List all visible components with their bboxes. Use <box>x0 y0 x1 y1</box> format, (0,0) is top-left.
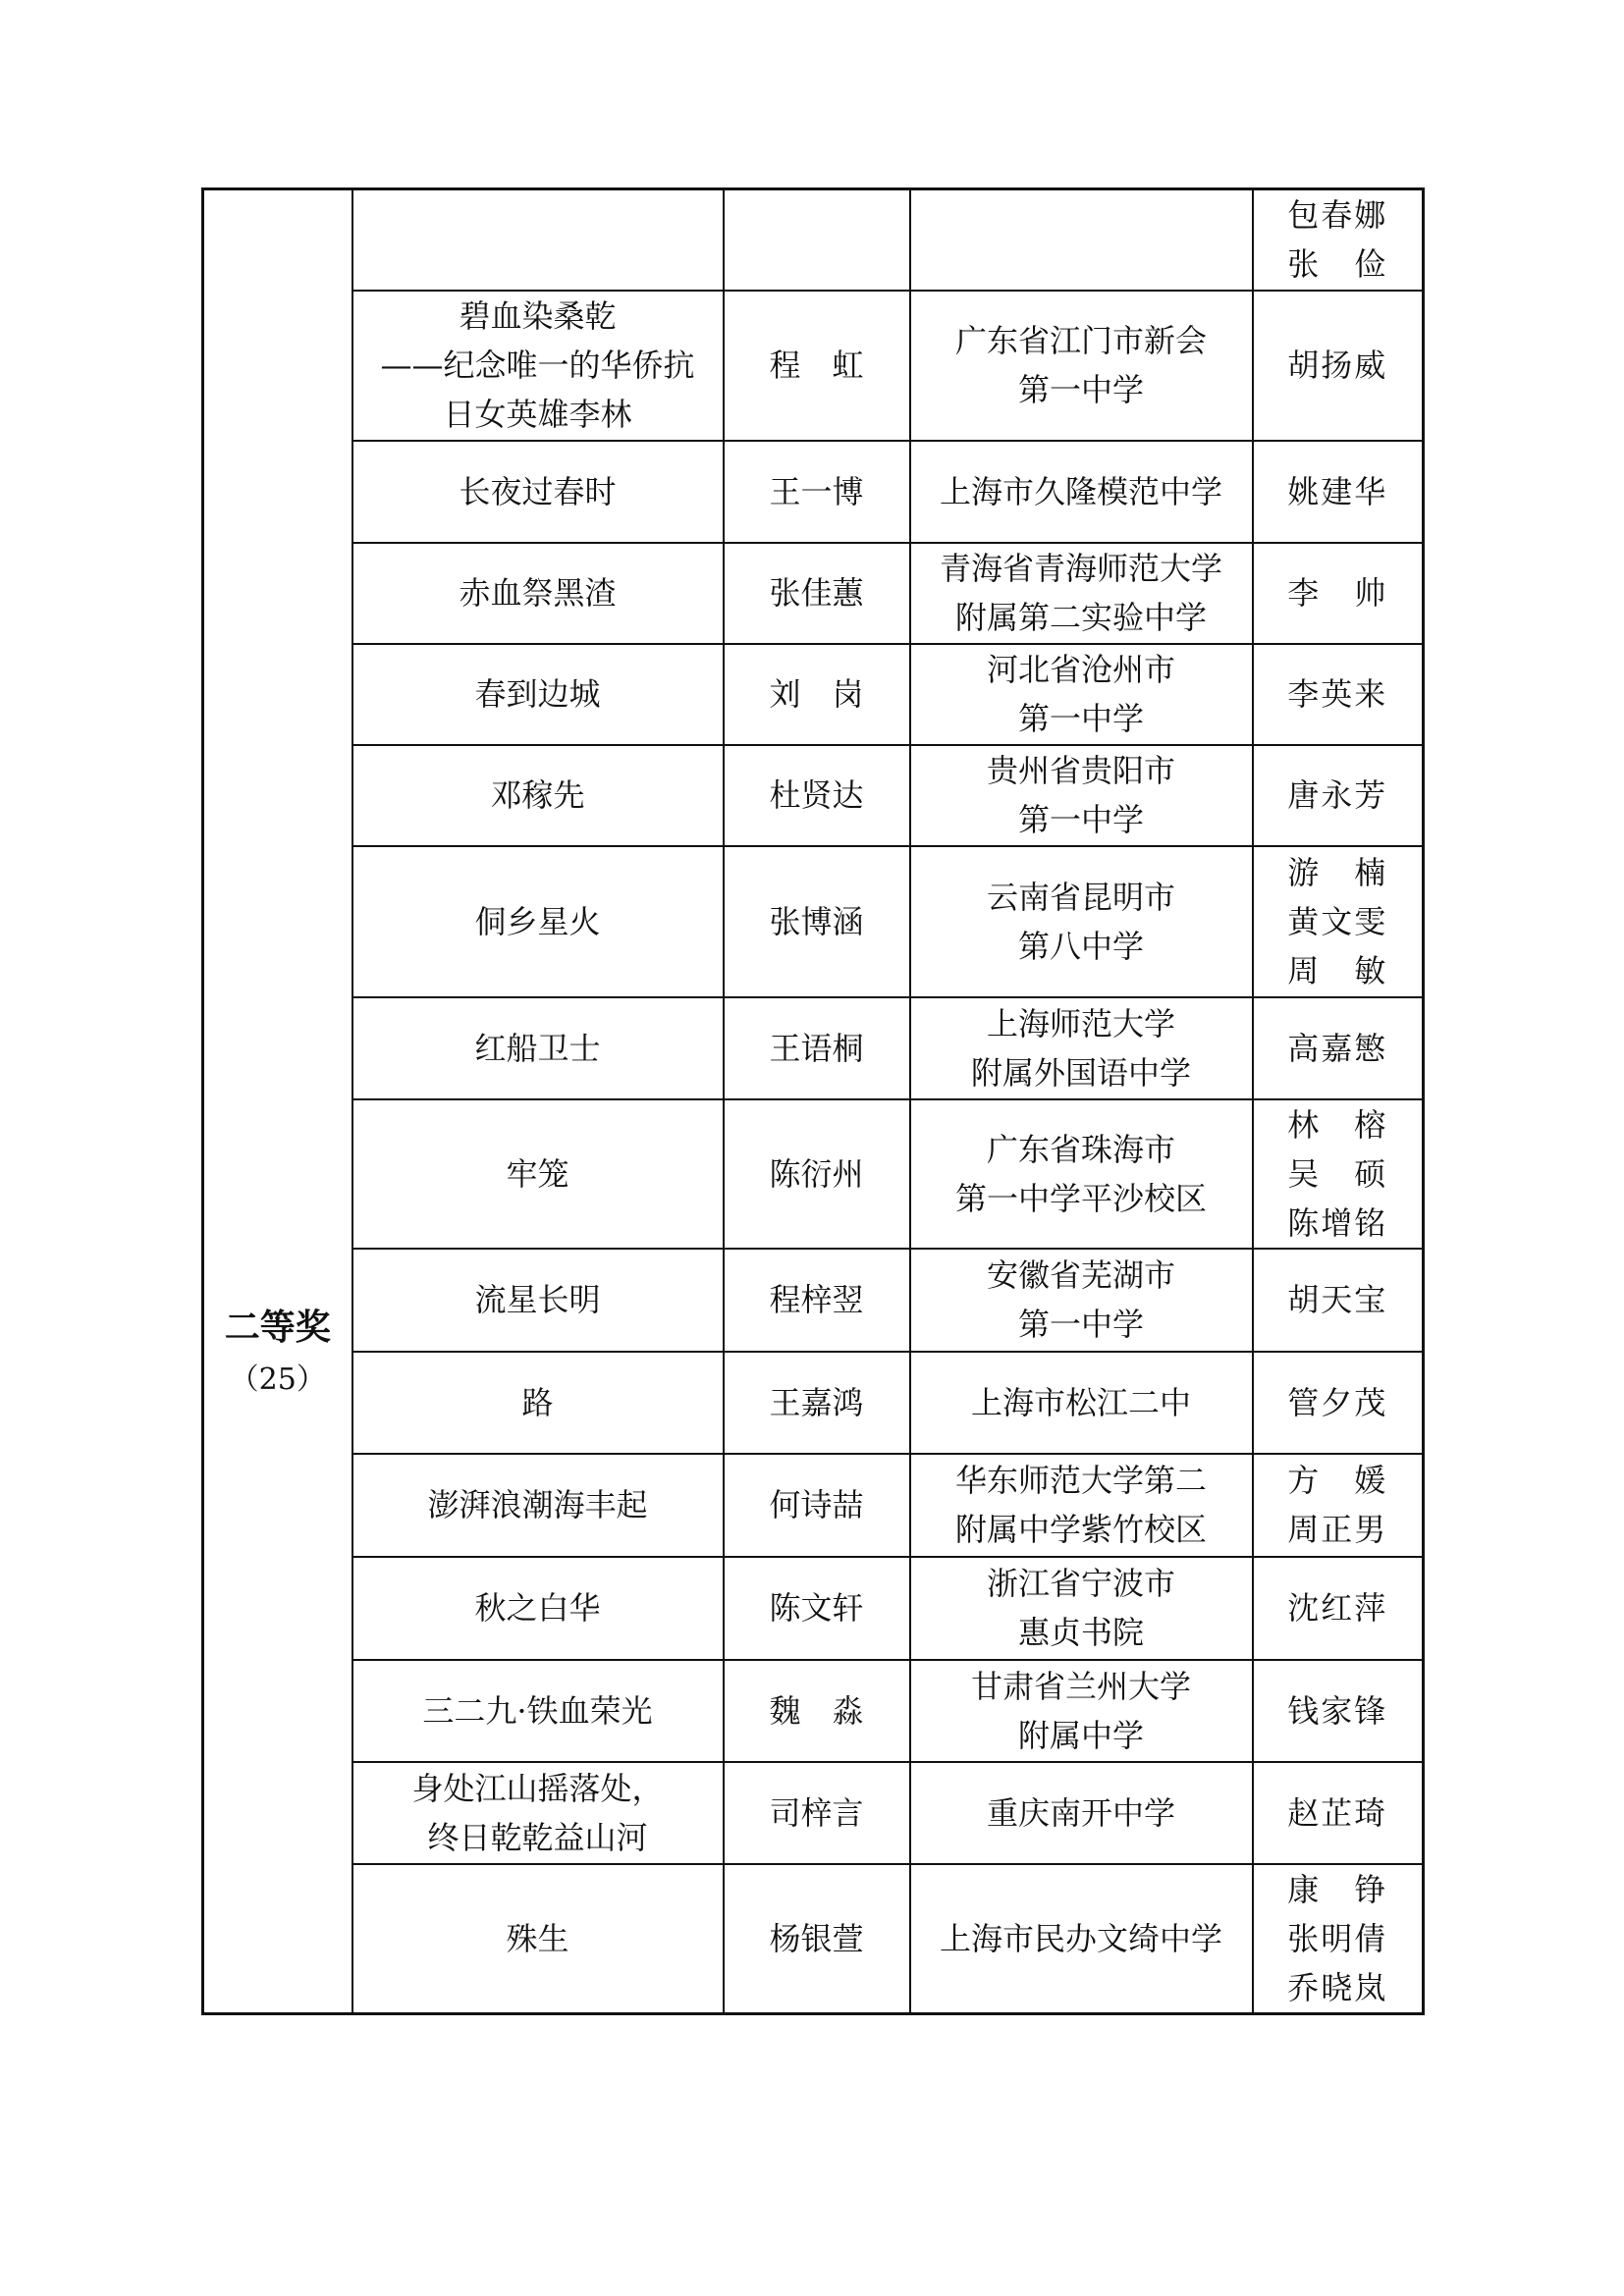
cell-line: 甘肃省兰州大学 <box>970 1667 1191 1705</box>
award-level-count: （25） <box>229 1362 326 1397</box>
cell-line: 邓稼先 <box>490 776 585 814</box>
author-cell <box>724 846 910 997</box>
cell-line: 周 敏 <box>1287 951 1388 989</box>
cell-line: 第一中学平沙校区 <box>954 1179 1207 1217</box>
cell-line: 周正男 <box>1287 1511 1388 1548</box>
cell-line: 贵州省贵阳市 <box>986 752 1175 789</box>
mentor-cell <box>1253 543 1424 644</box>
cell-line: 红船卫士 <box>474 1029 601 1067</box>
work-title-cell <box>352 1864 724 2014</box>
school-cell <box>910 745 1253 846</box>
cell-line: 姚建华 <box>1287 472 1388 510</box>
award-level-title: 二等奖 <box>224 1307 331 1348</box>
cell-line: 胡扬威 <box>1287 347 1388 384</box>
cell-line: 李英来 <box>1287 675 1388 713</box>
work-title-cell <box>352 543 724 644</box>
table-row <box>203 1762 1424 1864</box>
work-title-cell <box>352 1660 724 1762</box>
cell-line: 附属中学紫竹校区 <box>954 1511 1207 1548</box>
cell-line: 张明倩 <box>1287 1919 1388 1957</box>
table-row <box>203 1454 1424 1557</box>
cell-line: 牢笼 <box>506 1154 569 1193</box>
work-title-cell <box>352 441 724 543</box>
table-row <box>203 1249 1424 1352</box>
work-title-cell <box>352 644 724 745</box>
cell-line: 秋之白华 <box>474 1589 601 1627</box>
cell-line: 重庆南开中学 <box>986 1793 1175 1832</box>
cell-line: 安徽省芜湖市 <box>986 1256 1175 1294</box>
award-table-body <box>203 189 1424 2014</box>
cell-line: 上海师范大学 <box>986 1004 1175 1042</box>
cell-line: 钱家锋 <box>1287 1691 1388 1730</box>
mentor-cell <box>1253 1557 1424 1660</box>
cell-line: 第一中学 <box>1017 801 1144 838</box>
mentor-cell <box>1253 1864 1424 2014</box>
author-cell <box>724 1864 910 2014</box>
cell-line: 方 媛 <box>1287 1462 1388 1499</box>
author-cell <box>724 543 910 644</box>
cell-line: 云南省昆明市 <box>986 878 1175 916</box>
school-cell <box>910 1557 1253 1660</box>
table-row <box>203 543 1424 644</box>
author-cell <box>724 441 910 543</box>
work-title-cell <box>352 1099 724 1249</box>
table-row <box>203 1864 1424 2014</box>
cell-line: 林 榕 <box>1287 1105 1388 1144</box>
cell-line: 包春娜 <box>1287 196 1388 235</box>
mentor-cell <box>1253 189 1424 291</box>
table-row <box>203 1352 1424 1454</box>
author-cell <box>724 1762 910 1864</box>
cell-line: 广东省江门市新会 <box>954 322 1207 359</box>
cell-line: 陈增铭 <box>1287 1203 1388 1242</box>
author-name: 王语桐 <box>769 1029 864 1067</box>
mentor-cell <box>1253 1454 1424 1557</box>
school-cell <box>910 846 1253 997</box>
cell-line: 浙江省宁波市 <box>986 1565 1175 1602</box>
mentor-cell <box>1253 644 1424 745</box>
author-name: 张博涵 <box>769 902 864 940</box>
cell-line: 青海省青海师范大学 <box>939 550 1222 587</box>
mentor-cell <box>1253 1099 1424 1249</box>
author-cell <box>724 291 910 441</box>
cell-line: 吴 硕 <box>1287 1154 1388 1193</box>
author-name: 陈文轩 <box>769 1589 864 1627</box>
table-row <box>203 189 1424 291</box>
school-cell <box>910 1249 1253 1352</box>
author-cell <box>724 1099 910 1249</box>
work-title-cell <box>352 1352 724 1454</box>
author-cell <box>724 1557 910 1660</box>
school-cell <box>910 1352 1253 1454</box>
table-row <box>203 997 1424 1099</box>
author-cell <box>724 1454 910 1557</box>
work-title-cell <box>352 846 724 997</box>
author-name: 王嘉鸿 <box>769 1383 864 1421</box>
table-row <box>203 644 1424 745</box>
cell-line: 日女英雄李林 <box>443 396 632 433</box>
cell-line: ——纪念唯一的华侨抗 <box>380 347 695 384</box>
mentor-cell <box>1253 745 1424 846</box>
cell-line: 赤血祭黑渣 <box>459 574 617 612</box>
author-name: 司梓言 <box>769 1793 864 1832</box>
mentor-cell <box>1253 997 1424 1099</box>
cell-line: 第八中学 <box>1017 927 1144 965</box>
school-cell <box>910 291 1253 441</box>
cell-line: 广东省珠海市 <box>986 1130 1175 1168</box>
cell-line: 张 俭 <box>1287 245 1388 284</box>
mentor-cell <box>1253 1660 1424 1762</box>
school-cell <box>910 543 1253 644</box>
author-cell <box>724 997 910 1099</box>
work-title-cell <box>352 997 724 1099</box>
mentor-cell <box>1253 1352 1424 1454</box>
school-cell <box>910 1099 1253 1249</box>
cell-line: 身处江山摇落处， <box>411 1769 664 1807</box>
author-cell <box>724 644 910 745</box>
work-title-cell <box>352 1249 724 1352</box>
work-title-cell <box>352 1762 724 1864</box>
cell-line: 碧血染桑乾 <box>459 297 617 335</box>
cell-line: 乔晓岚 <box>1287 1968 1388 2006</box>
author-name: 杜贤达 <box>769 776 864 814</box>
award-table <box>201 187 1425 2015</box>
cell-line: 赵芷琦 <box>1287 1793 1388 1832</box>
school-cell <box>910 644 1253 745</box>
cell-line: 路 <box>521 1383 554 1421</box>
author-name: 何诗喆 <box>769 1486 864 1523</box>
cell-line: 殊生 <box>506 1919 569 1957</box>
cell-line: 附属第二实验中学 <box>954 599 1207 636</box>
school-cell <box>910 1660 1253 1762</box>
work-title-cell <box>352 1454 724 1557</box>
cell-line: 三二九·铁血荣光 <box>422 1691 653 1730</box>
school-cell <box>910 1762 1253 1864</box>
cell-line: 澎湃浪潮海丰起 <box>427 1486 648 1523</box>
work-title-cell <box>352 1557 724 1660</box>
cell-line: 黄文雯 <box>1287 902 1388 940</box>
school-cell <box>910 441 1253 543</box>
author-cell <box>724 189 910 291</box>
table-row <box>203 1660 1424 1762</box>
author-cell <box>724 745 910 846</box>
author-cell <box>724 1249 910 1352</box>
award-level-cell <box>203 189 352 2014</box>
cell-line: 终日乾乾益山河 <box>427 1818 648 1856</box>
cell-line: 河北省沧州市 <box>986 651 1175 688</box>
author-name: 张佳蕙 <box>769 574 864 612</box>
cell-line: 第一中学 <box>1017 1306 1144 1343</box>
school-cell <box>910 1864 1253 2014</box>
mentor-cell <box>1253 441 1424 543</box>
table-row <box>203 846 1424 997</box>
cell-line: 胡天宝 <box>1287 1281 1388 1318</box>
author-name: 程 虹 <box>769 347 864 384</box>
author-name: 王一博 <box>769 472 864 510</box>
table-row <box>203 441 1424 543</box>
author-name: 魏 淼 <box>769 1691 864 1730</box>
author-name: 刘 岗 <box>769 675 864 713</box>
cell-line: 侗乡星火 <box>474 902 601 940</box>
mentor-cell <box>1253 291 1424 441</box>
table-row <box>203 291 1424 441</box>
cell-line: 华东师范大学第二 <box>954 1462 1207 1499</box>
cell-line: 李 帅 <box>1287 574 1388 612</box>
school-cell <box>910 1454 1253 1557</box>
table-row <box>203 745 1424 846</box>
cell-line: 上海市松江二中 <box>970 1383 1191 1421</box>
school-cell <box>910 997 1253 1099</box>
cell-line: 附属中学 <box>1017 1716 1144 1754</box>
cell-line: 第一中学 <box>1017 371 1144 408</box>
cell-line: 高嘉慜 <box>1287 1029 1388 1067</box>
author-cell <box>724 1660 910 1762</box>
cell-line: 第一中学 <box>1017 700 1144 737</box>
mentor-cell <box>1253 1249 1424 1352</box>
cell-line: 管夕茂 <box>1287 1383 1388 1421</box>
school-cell <box>910 189 1253 291</box>
work-title-cell <box>352 745 724 846</box>
table-row <box>203 1099 1424 1249</box>
cell-line: 春到边城 <box>474 675 601 713</box>
cell-line: 唐永芳 <box>1287 776 1388 814</box>
work-title-cell <box>352 291 724 441</box>
cell-line: 流星长明 <box>474 1281 601 1318</box>
cell-line: 康 铮 <box>1287 1870 1388 1908</box>
mentor-cell <box>1253 1762 1424 1864</box>
cell-line: 长夜过春时 <box>459 472 617 510</box>
cell-line: 上海市久隆模范中学 <box>939 472 1222 510</box>
cell-line: 惠贞书院 <box>1017 1614 1144 1651</box>
cell-line: 游 楠 <box>1287 853 1388 891</box>
author-cell <box>724 1352 910 1454</box>
cell-line: 沈红萍 <box>1287 1589 1388 1627</box>
author-name: 程梓翌 <box>769 1281 864 1318</box>
mentor-cell <box>1253 846 1424 997</box>
work-title-cell <box>352 189 724 291</box>
cell-line: 附属外国语中学 <box>970 1053 1191 1092</box>
cell-line: 上海市民办文绮中学 <box>939 1919 1222 1957</box>
author-name: 杨银萱 <box>769 1919 864 1957</box>
table-row <box>203 1557 1424 1660</box>
author-name: 陈衍州 <box>769 1154 864 1193</box>
